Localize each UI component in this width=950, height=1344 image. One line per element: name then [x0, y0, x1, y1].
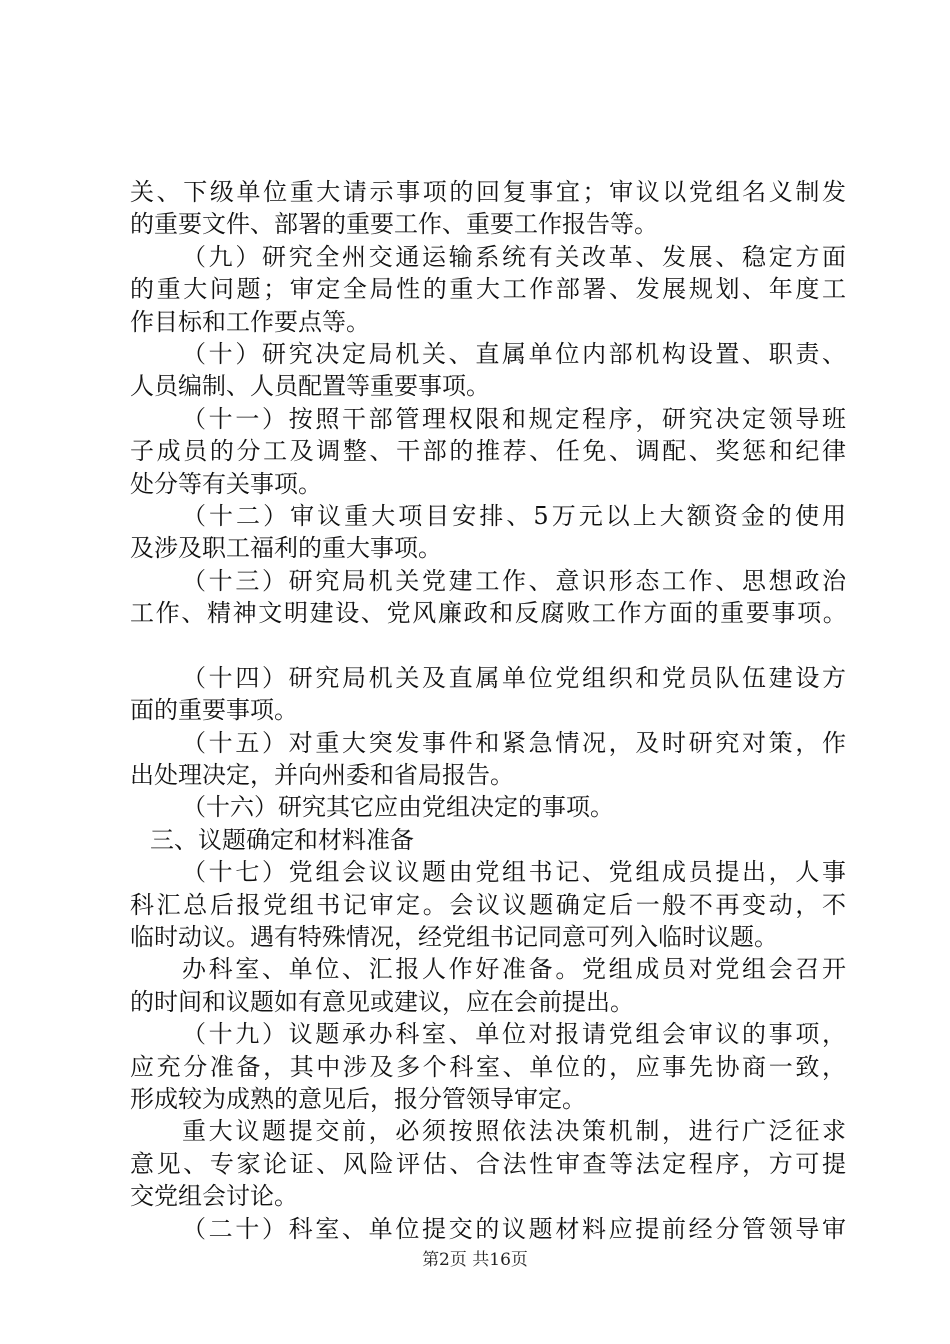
blank-line — [130, 629, 846, 661]
text-line: （二十）科室、单位提交的议题材料应提前经分管领导审 — [182, 1214, 846, 1243]
text-line: （十三）研究局机关党建工作、意识形态工作、思想政治 — [182, 566, 846, 595]
text-line: 意见、专家论证、风险评估、合法性审查等法定程序，方可提 — [130, 1149, 846, 1178]
text-line: （十五）对重大突发事件和紧急情况，及时研究对策，作 — [182, 728, 846, 757]
text-line: 的重要文件、部署的重要工作、重要工作报告等。 — [130, 210, 658, 239]
text-line: 的时间和议题如有意见或建议，应在会前提出。 — [130, 987, 634, 1016]
text-line: 及涉及职工福利的重大事项。 — [130, 534, 442, 563]
text-line: （九）研究全州交通运输系统有关改革、发展、稳定方面 — [182, 242, 846, 271]
text-line: 重大议题提交前，必须按照依法决策机制，进行广泛征求 — [182, 1117, 846, 1146]
text-line: 科汇总后报党组书记审定。会议议题确定后一般不再变动，不 — [130, 890, 846, 919]
text-line: 人员编制、人员配置等重要事项。 — [130, 372, 490, 401]
text-line: 关、下级单位重大请示事项的回复事宜；审议以党组名义制发 — [130, 178, 846, 206]
text-line: 交党组会讨论。 — [130, 1182, 298, 1211]
text-line: （十七）党组会议议题由党组书记、党组成员提出，人事 — [182, 858, 846, 887]
text-line: （十四）研究局机关及直属单位党组织和党员队伍建设方 — [182, 663, 846, 692]
text-line: 临时动议。遇有特殊情况，经党组书记同意可列入临时议题。 — [130, 922, 778, 951]
text-line: 面的重要事项。 — [130, 696, 298, 725]
text-line: （十九）议题承办科室、单位对报请党组会审议的事项， — [182, 1020, 846, 1049]
text-line: 作目标和工作要点等。 — [130, 307, 370, 336]
text-line: 形成较为成熟的意见后，报分管领导审定。 — [130, 1084, 586, 1113]
text-line: 处分等有关事项。 — [130, 469, 322, 498]
section-heading: 三、议题确定和材料准备 — [150, 825, 414, 854]
text-line: 办科室、单位、汇报人作好准备。党组成员对党组会召开 — [182, 955, 846, 984]
text-line: 应充分准备，其中涉及多个科室、单位的，应事先协商一致， — [130, 1052, 846, 1081]
text-line: 子成员的分工及调整、干部的推荐、任免、调配、奖惩和纪律 — [130, 437, 846, 466]
text-line: （十）研究决定局机关、直属单位内部机构设置、职责、 — [182, 339, 846, 368]
text-line: 的重大问题；审定全局性的重大工作部署、发展规划、年度工 — [130, 275, 846, 304]
text-line: （十六）研究其它应由党组决定的事项。 — [182, 793, 614, 822]
text-line: 工作、精神文明建设、党风廉政和反腐败工作方面的重要事项。 — [130, 599, 846, 628]
document-body — [130, 176, 846, 1245]
page-number-footer: 第2页 共16页 — [422, 1250, 528, 1270]
text-line: 出处理决定，并向州委和省局报告。 — [130, 761, 514, 790]
text-line: （十一）按照干部管理权限和规定程序，研究决定领导班 — [182, 404, 846, 433]
text-line: （十二）审议重大项目安排、5万元以上大额资金的使用 — [182, 501, 846, 530]
